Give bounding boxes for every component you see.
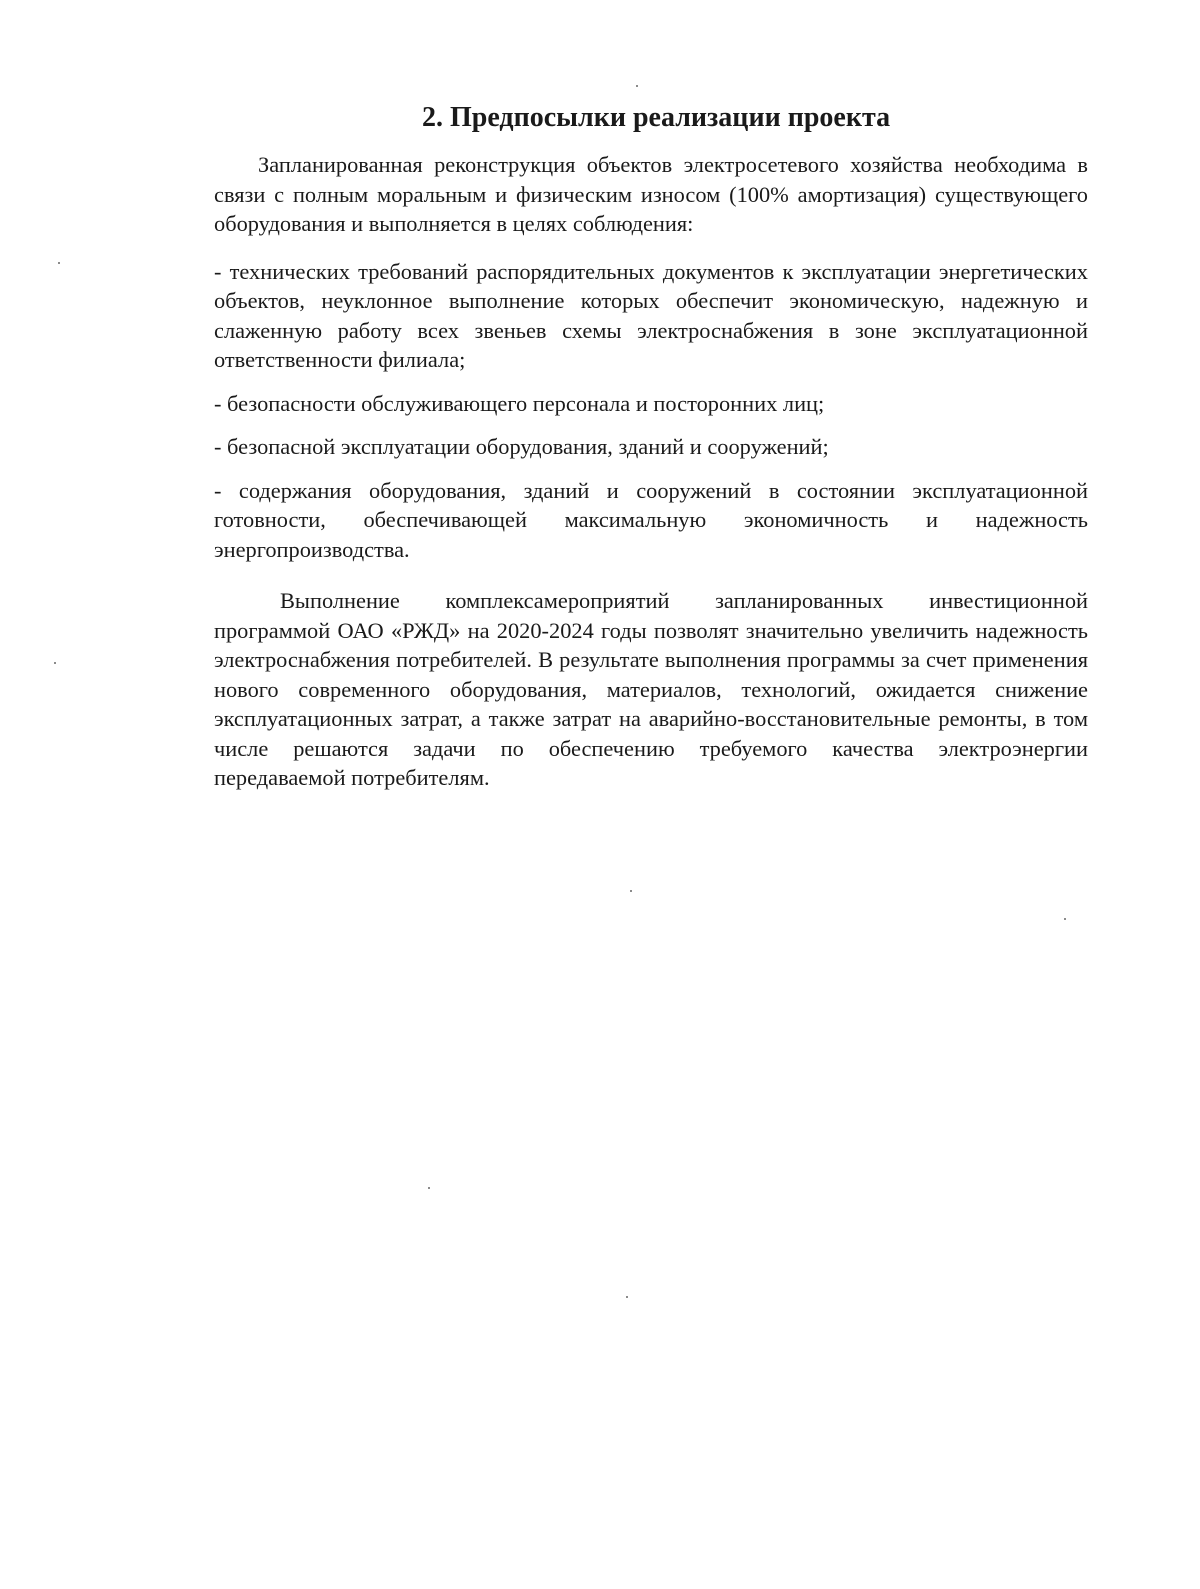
scan-speck: [428, 1187, 430, 1189]
scan-speck: [58, 262, 60, 264]
scan-speck: [630, 890, 632, 892]
scan-speck: [1064, 918, 1066, 920]
scan-speck: [54, 662, 56, 664]
conclusion-paragraph: Выполнение комплексамероприятий запланированных инвестиционной программой ОАО «РЖД» на 2020-2024 годы позволят значительно увеличить надежность электроснабжения потребителей. В результате выполнения программы за счет применения нового современного оборудования, материалов, технологий, ожидается снижение эксплуатационных затрат, а также затрат на аварийно-восстановительные ремонты, в том числе решаются задачи по обеспечению требуемого качества электроэнергии передаваемой потребителям.: [214, 588, 1088, 790]
intro-paragraph: Запланированная реконструкция объектов электросетевого хозяйства необходима в связи с полным моральным и физическим износом (100% амортизация) существующего оборудования и выполняется в целях соблюдения:: [214, 152, 1088, 236]
scan-speck: [626, 1296, 628, 1298]
list-item-operational-readiness: - содержания оборудования, зданий и сооружений в состоянии эксплуатационной готовности, обеспечивающей максимальную экономичность и надежность энергопроизводства.: [214, 477, 1088, 562]
scan-speck: [636, 85, 638, 87]
section-heading: 2. Предпосылки реализации проекта: [422, 102, 891, 133]
list-item-technical-requirements: - технических требований распорядительных документов к эксплуатации энергетических объектов, неуклонное выполнение которых обеспечит экономическую, надежную и слаженную работу всех звеньев схемы электроснабжения в зоне эксплуатационной ответственности филиала;: [214, 258, 1088, 372]
document-body: [214, 98, 1088, 793]
list-item-personnel-safety: - безопасности обслуживающего персонала и посторонних лиц;: [214, 390, 825, 416]
list-item-safe-operation: - безопасной эксплуатации оборудования, зданий и сооружений;: [214, 434, 829, 459]
